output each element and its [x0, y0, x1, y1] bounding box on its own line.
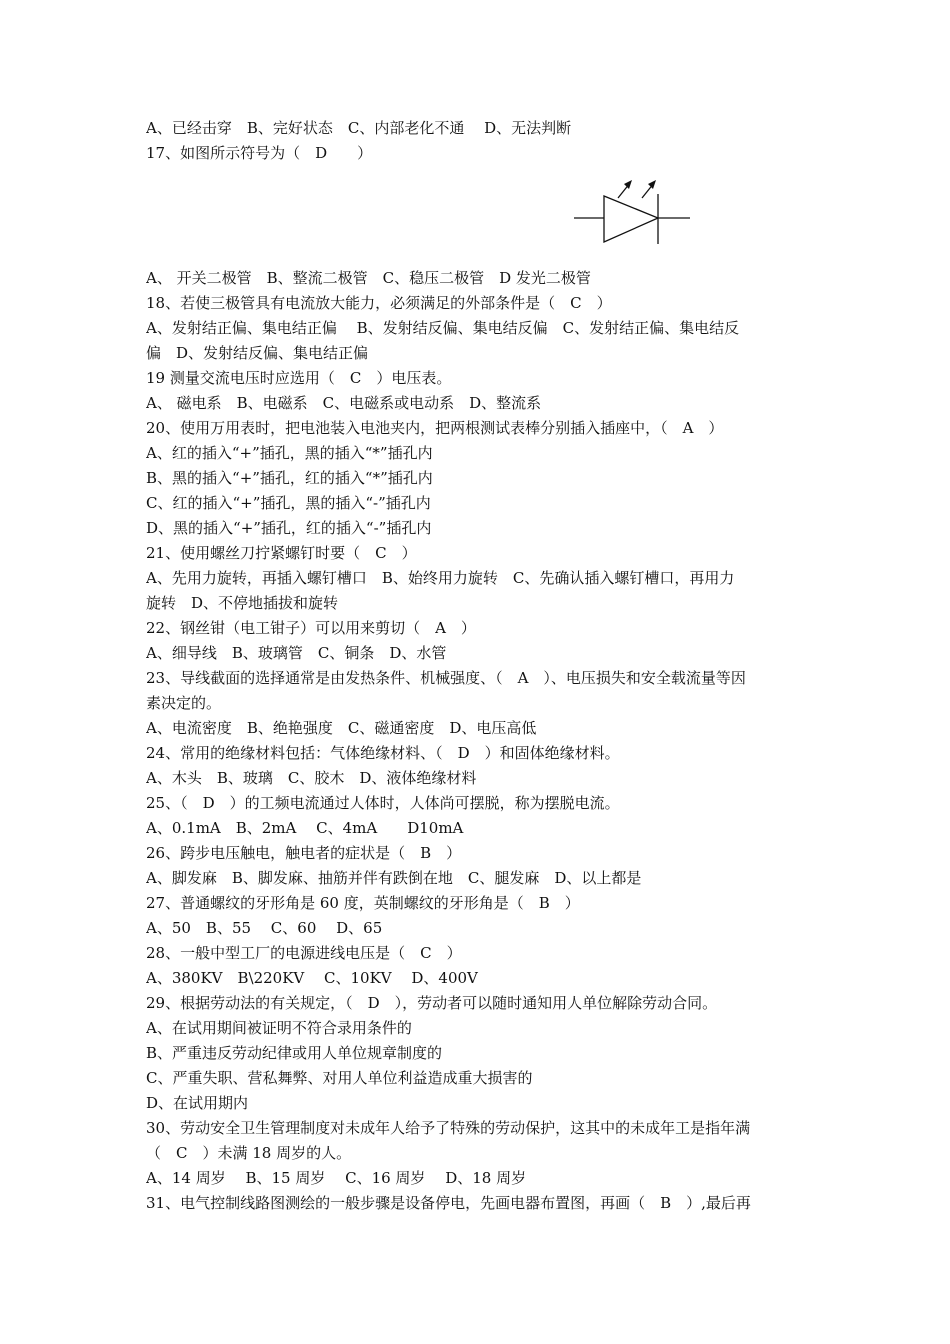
- text-line: 26、跨步电压触电，触电者的症状是（ B ）: [146, 844, 462, 862]
- text-line: 31、电气控制线路图测绘的一般步骤是设备停电，先画电器布置图，再画（ B ）,最后再: [146, 1194, 751, 1212]
- text-line: A、发射结正偏、集电结正偏 B、发射结反偏、集电结反偏 C、发射结正偏、集电结反: [146, 319, 740, 337]
- text-line: （ C ）未满 18 周岁的人。: [146, 1144, 352, 1162]
- text-line: 23、导线截面的选择通常是由发热条件、机械强度、（ A ）、电压损失和安全载流量等因: [146, 669, 746, 687]
- text-line: B、严重违反劳动纪律或用人单位规章制度的: [146, 1044, 443, 1062]
- text-line: 25、（ D ）的工频电流通过人体时，人体尚可摆脱，称为摆脱电流。: [146, 794, 620, 812]
- text-line: A、50 B、55 C、60 D、65: [146, 919, 383, 937]
- text-line: C、红的插入“+”插孔，黑的插入“-”插孔内: [146, 494, 431, 512]
- text-line: 偏 D、发射结反偏、集电结正偏: [146, 344, 369, 362]
- text-line: A、380KV B\220KV C、10KV D、400V: [146, 969, 478, 987]
- text-line: 21、使用螺丝刀拧紧螺钉时要（ C ）: [146, 544, 417, 562]
- text-line: 旋转 D、不停地插拔和旋转: [146, 594, 339, 612]
- text-line: 28、一般中型工厂的电源进线电压是（ C ）: [146, 944, 462, 962]
- text-line: 29、根据劳动法的有关规定，（ D ），劳动者可以随时通知用人单位解除劳动合同。: [146, 994, 718, 1012]
- text-line: A、电流密度 B、绝艳强度 C、磁通密度 D、电压高低: [146, 719, 537, 737]
- text-line: 18、若使三极管具有电流放大能力，必须满足的外部条件是（ C ）: [146, 294, 612, 312]
- text-line: D、在试用期内: [146, 1094, 249, 1112]
- text-line: 素决定的。: [146, 694, 222, 712]
- text-line: D、黑的插入“+”插孔，红的插入“-”插孔内: [146, 519, 432, 537]
- text-line: 20、使用万用表时，把电池装入电池夹内，把两根测试表棒分别插入插座中，（ A ）: [146, 419, 724, 437]
- text-line: 27、普通螺纹的牙形角是 60 度，英制螺纹的牙形角是（ B ）: [146, 894, 580, 912]
- text-line: 19 测量交流电压时应选用（ C ）电压表。: [146, 369, 452, 387]
- text-line: 17、如图所示符号为（ D ）: [146, 144, 373, 162]
- diode-triangle: [604, 196, 658, 242]
- text-line: A、在试用期间被证明不符合录用条件的: [146, 1019, 412, 1037]
- text-line: 30、劳动安全卫生管理制度对未成年人给予了特殊的劳动保护，这其中的未成年工是指年满: [146, 1119, 751, 1137]
- text-line: 22、钢丝钳（电工钳子）可以用来剪切（ A ）: [146, 619, 476, 637]
- text-line: A、先用力旋转，再插入螺钉槽口 B、始终用力旋转 C、先确认插入螺钉槽口，再用力: [146, 569, 735, 587]
- text-line: A、脚发麻 B、脚发麻、抽筋并伴有跌倒在地 C、腿发麻 D、以上都是: [146, 869, 642, 887]
- text-line: A、木头 B、玻璃 C、胶木 D、液体绝缘材料: [146, 769, 477, 787]
- text-line: A、红的插入“+”插孔，黑的插入“*”插孔内: [146, 444, 433, 462]
- text-line: A、 开关二极管 B、整流二极管 C、稳压二极管 D 发光二极管: [146, 269, 591, 287]
- text-line: A、细导线 B、玻璃管 C、铜条 D、水管: [146, 644, 447, 662]
- text-line: A、 磁电系 B、电磁系 C、电磁系或电动系 D、整流系: [146, 394, 542, 412]
- text-line: 24、常用的绝缘材料包括：气体绝缘材料、（ D ）和固体绝缘材料。: [146, 744, 620, 762]
- text-line: A、已经击穿 B、完好状态 C、内部老化不通 D、无法判断: [146, 119, 572, 137]
- text-line: B、黑的插入“+”插孔，红的插入“*”插孔内: [146, 469, 433, 487]
- text-line: A、0.1mA B、2mA C、4mA D10mA: [146, 819, 464, 837]
- arrow-head-1: [624, 180, 632, 189]
- led-diode-symbol: [570, 172, 694, 250]
- text-line: C、严重失职、营私舞弊、对用人单位利益造成重大损害的: [146, 1069, 533, 1087]
- text-line: A、14 周岁 B、15 周岁 C、16 周岁 D、18 周岁: [146, 1169, 527, 1187]
- arrow-head-2: [648, 180, 656, 189]
